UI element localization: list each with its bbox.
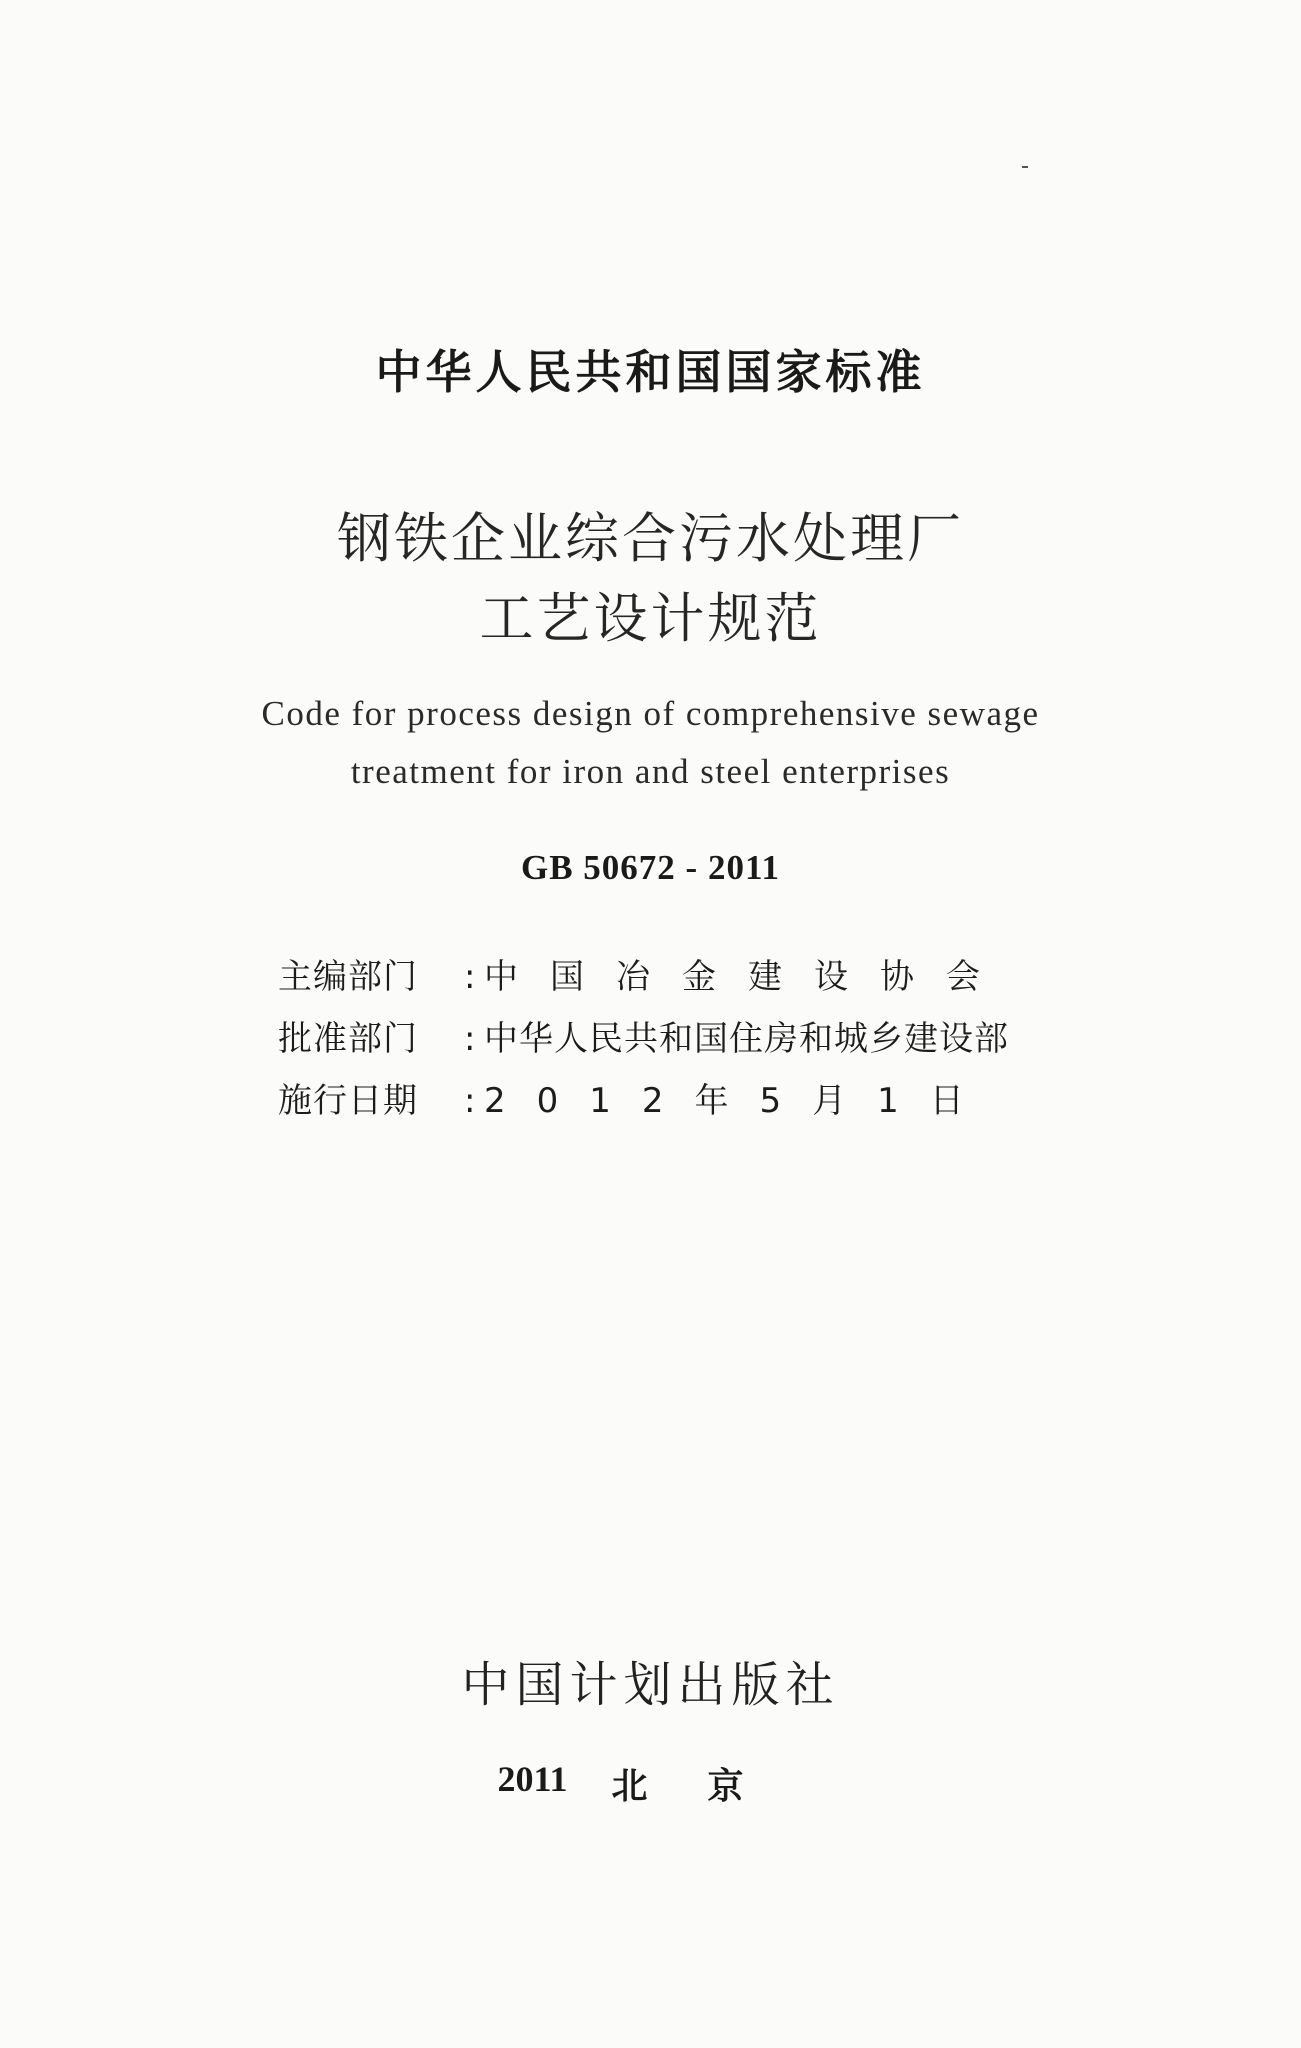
info-label: 批准部门 (278, 1019, 418, 1059)
info-value: 中国冶金建设协会 (484, 957, 1012, 997)
publication-city: 北京 (611, 1766, 804, 1807)
info-value: 2012年5月1日 (484, 1081, 995, 1121)
info-label: 主编部门 (278, 957, 418, 997)
info-separator: : (464, 1081, 476, 1121)
effective-date-row (278, 1070, 1058, 1132)
publication-year: 2011 (497, 1759, 568, 1799)
publication-place-line (0, 1758, 1301, 1809)
editor-department-row (278, 946, 1058, 1008)
english-title-line-2: treatment for iron and steel enterprises (350, 752, 951, 791)
info-separator: : (464, 1019, 476, 1059)
standard-number: GB 50672 - 2011 (520, 848, 781, 887)
info-value: 中华人民共和国住房和城乡建设部 (484, 1019, 1009, 1059)
info-block (278, 946, 1058, 1132)
english-title-line-1: Code for process design of comprehensive sewage (261, 694, 1040, 733)
national-standard-heading: 中华人民共和国国家标准 (375, 345, 926, 399)
info-separator: : (464, 957, 476, 997)
chinese-title-line-1: 钢铁企业综合污水处理厂 (337, 507, 964, 570)
publisher-name: 中国计划出版社 (461, 1657, 840, 1713)
approval-department-row (278, 1008, 1058, 1070)
chinese-title-line-2: 工艺设计规范 (479, 587, 822, 650)
scan-speck (1022, 166, 1028, 168)
info-label: 施行日期 (278, 1081, 418, 1121)
